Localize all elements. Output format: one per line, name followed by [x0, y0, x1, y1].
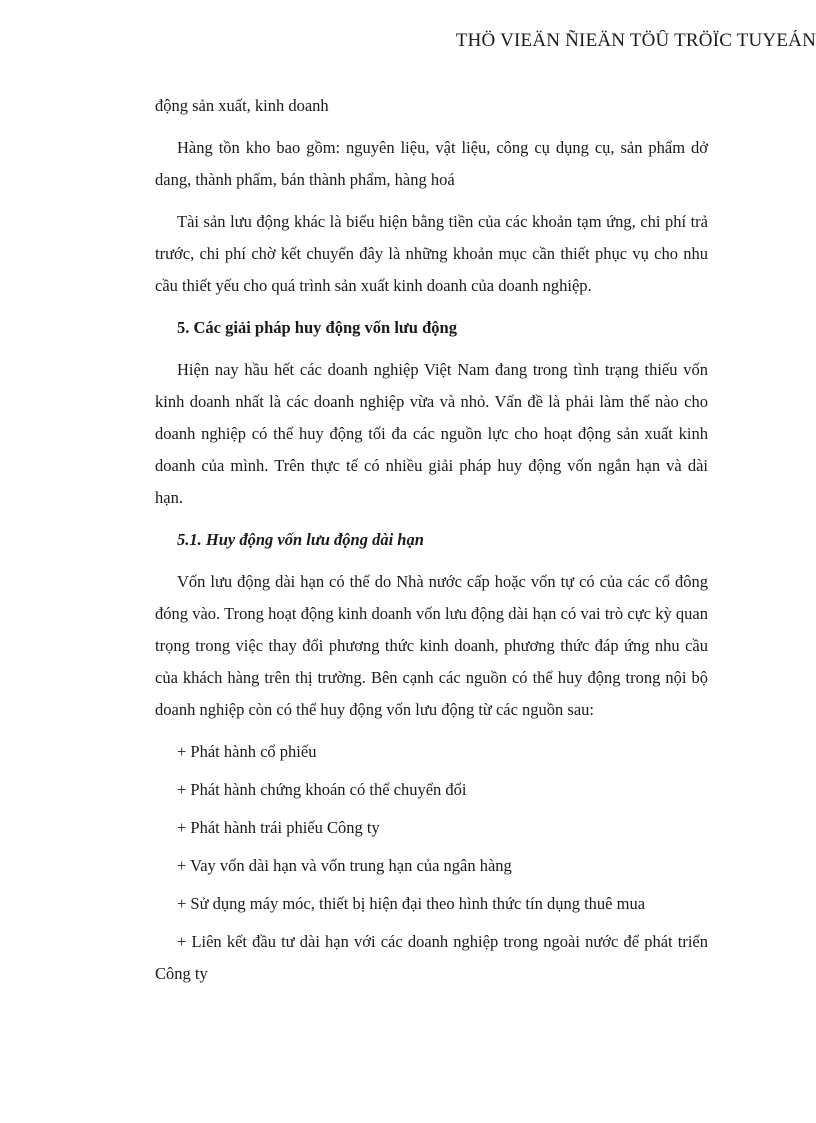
list-item: + Sử dụng máy móc, thiết bị hiện đại theo hình thức tín dụng thuê mua [177, 894, 646, 913]
list-item: + Liên kết đầu tư dài hạn với các doanh nghiệp trong ngoài nước để phát triển Công ty [155, 932, 708, 983]
list-item: + Phát hành cổ phiếu [177, 742, 317, 761]
continuation-paragraph: động sản xuất, kinh doanh [155, 96, 329, 115]
other-assets-paragraph: Tài sản lưu động khác là biểu hiện bằng tiền của các khoản tạm ứng, chi phí trả trước, chi phí chờ kết chuyển đây là những khoản mục cần thiết phục vụ cho nhu cầu thiết yếu cho quá trình sản xuất kinh doanh của doanh nghiệp. [155, 212, 708, 295]
section-heading-5: 5. Các giải pháp huy động vốn lưu động [177, 318, 457, 337]
inventory-paragraph: Hàng tồn kho bao gồm: nguyên liệu, vật liệu, công cụ dụng cụ, sản phẩm dở dang, thành phẩm, bán thành phẩm, hàng hoá [155, 138, 708, 189]
long-term-capital-paragraph: Vốn lưu động dài hạn có thể do Nhà nước cấp hoặc vốn tự có của các cổ đông đóng vào. Trong hoạt động kinh doanh vốn lưu động dài hạn có vai trò cực kỳ quan trọng trong việc thay đổi phương thức kinh doanh, phương thức đáp ứng nhu cầu của khách hàng trên thị trường. Bên cạnh các nguồn có thể huy động trong nội bộ doanh nghiệp còn có thể huy động vốn lưu động từ các nguồn sau: [155, 572, 708, 719]
funding-sources-list [155, 736, 708, 990]
subsection-heading-5-1: 5.1. Huy động vốn lưu động dài hạn [177, 530, 424, 549]
document-body [155, 90, 708, 996]
list-item: + Vay vốn dài hạn và vốn trung hạn của ngân hàng [177, 856, 512, 875]
page-header: THÖ VIEÄN ÑIEÄN TÖÛ TRÖÏC TUYEÁN [455, 30, 816, 51]
list-item: + Phát hành chứng khoán có thể chuyển đổi [177, 780, 467, 799]
list-item: + Phát hành trái phiếu Công ty [177, 818, 380, 837]
current-state-paragraph: Hiện nay hầu hết các doanh nghiệp Việt Nam đang trong tình trạng thiếu vốn kinh doanh nhất là các doanh nghiệp vừa và nhỏ. Vấn đề là phải làm thế nào cho doanh nghiệp có thể huy động tối đa các nguồn lực cho hoạt động sản xuất kinh doanh của mình. Trên thực tế có nhiều giải pháp huy động vốn ngắn hạn và dài hạn. [155, 360, 708, 507]
